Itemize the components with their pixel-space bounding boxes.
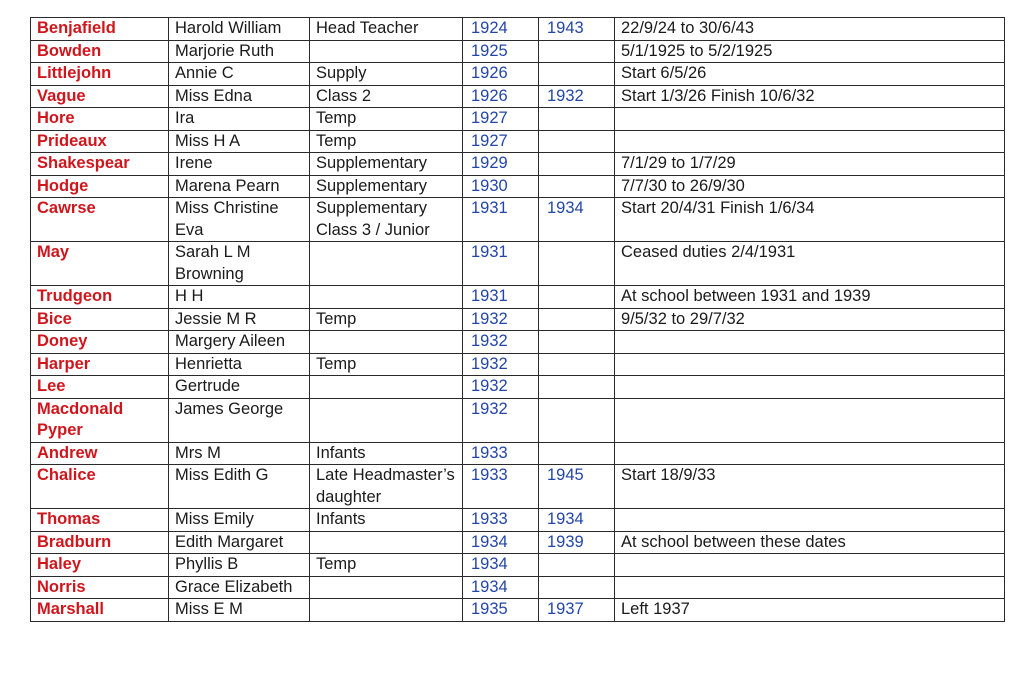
table-row bbox=[31, 554, 1005, 577]
start-year-cell: 1934 bbox=[463, 576, 539, 599]
forename-cell: James George bbox=[169, 398, 310, 442]
start-year-cell: 1925 bbox=[463, 40, 539, 63]
notes-cell: 9/5/32 to 29/7/32 bbox=[615, 308, 1005, 331]
surname-cell: Prideaux bbox=[31, 130, 169, 153]
role-cell: Class 2 bbox=[310, 85, 463, 108]
end-year-cell bbox=[539, 308, 615, 331]
role-cell bbox=[310, 376, 463, 399]
notes-cell bbox=[615, 554, 1005, 577]
end-year-cell: 1943 bbox=[539, 18, 615, 41]
start-year-cell: 1934 bbox=[463, 554, 539, 577]
table-row bbox=[31, 286, 1005, 309]
staff-records-document bbox=[30, 17, 1004, 622]
surname-cell: Chalice bbox=[31, 465, 169, 509]
start-year-cell: 1932 bbox=[463, 353, 539, 376]
surname-cell: Vague bbox=[31, 85, 169, 108]
table-row bbox=[31, 175, 1005, 198]
table-row bbox=[31, 153, 1005, 176]
end-year-cell bbox=[539, 63, 615, 86]
end-year-cell bbox=[539, 108, 615, 131]
end-year-cell bbox=[539, 576, 615, 599]
table-row bbox=[31, 130, 1005, 153]
notes-cell: Start 18/9/33 bbox=[615, 465, 1005, 509]
forename-cell: Gertrude bbox=[169, 376, 310, 399]
forename-cell: Miss E M bbox=[169, 599, 310, 622]
notes-cell: Ceased duties 2/4/1931 bbox=[615, 242, 1005, 286]
notes-cell: Start 1/3/26 Finish 10/6/32 bbox=[615, 85, 1005, 108]
role-cell bbox=[310, 40, 463, 63]
start-year-cell: 1930 bbox=[463, 175, 539, 198]
notes-cell bbox=[615, 576, 1005, 599]
end-year-cell bbox=[539, 398, 615, 442]
start-year-cell: 1931 bbox=[463, 286, 539, 309]
forename-cell: Phyllis B bbox=[169, 554, 310, 577]
notes-cell bbox=[615, 376, 1005, 399]
forename-cell: Jessie M R bbox=[169, 308, 310, 331]
forename-cell: Irene bbox=[169, 153, 310, 176]
table-row bbox=[31, 465, 1005, 509]
surname-cell: Benjafield bbox=[31, 18, 169, 41]
notes-cell: Start 20/4/31 Finish 1/6/34 bbox=[615, 198, 1005, 242]
role-cell: Temp bbox=[310, 554, 463, 577]
notes-cell bbox=[615, 398, 1005, 442]
role-cell: Supply bbox=[310, 63, 463, 86]
start-year-cell: 1926 bbox=[463, 63, 539, 86]
role-cell bbox=[310, 242, 463, 286]
table-row bbox=[31, 353, 1005, 376]
forename-cell: Miss Emily bbox=[169, 509, 310, 532]
end-year-cell: 1934 bbox=[539, 509, 615, 532]
role-cell: Head Teacher bbox=[310, 18, 463, 41]
end-year-cell: 1945 bbox=[539, 465, 615, 509]
forename-cell: Marena Pearn bbox=[169, 175, 310, 198]
start-year-cell: 1934 bbox=[463, 531, 539, 554]
forename-cell: Ira bbox=[169, 108, 310, 131]
notes-cell: At school between 1931 and 1939 bbox=[615, 286, 1005, 309]
start-year-cell: 1933 bbox=[463, 442, 539, 465]
end-year-cell bbox=[539, 242, 615, 286]
end-year-cell bbox=[539, 130, 615, 153]
start-year-cell: 1933 bbox=[463, 465, 539, 509]
surname-cell: Andrew bbox=[31, 442, 169, 465]
role-cell bbox=[310, 398, 463, 442]
forename-cell: Margery Aileen bbox=[169, 331, 310, 354]
role-cell: Infants bbox=[310, 509, 463, 532]
forename-cell: Grace Elizabeth bbox=[169, 576, 310, 599]
start-year-cell: 1929 bbox=[463, 153, 539, 176]
end-year-cell bbox=[539, 153, 615, 176]
table-row bbox=[31, 198, 1005, 242]
start-year-cell: 1932 bbox=[463, 331, 539, 354]
staff-table bbox=[30, 17, 1005, 622]
end-year-cell: 1932 bbox=[539, 85, 615, 108]
role-cell: Supplementary bbox=[310, 153, 463, 176]
role-cell: Temp bbox=[310, 108, 463, 131]
start-year-cell: 1927 bbox=[463, 130, 539, 153]
notes-cell bbox=[615, 353, 1005, 376]
start-year-cell: 1924 bbox=[463, 18, 539, 41]
start-year-cell: 1926 bbox=[463, 85, 539, 108]
end-year-cell bbox=[539, 554, 615, 577]
start-year-cell: 1932 bbox=[463, 398, 539, 442]
notes-cell: 7/1/29 to 1/7/29 bbox=[615, 153, 1005, 176]
start-year-cell: 1935 bbox=[463, 599, 539, 622]
table-row bbox=[31, 18, 1005, 41]
forename-cell: Edith Margaret bbox=[169, 531, 310, 554]
forename-cell: Miss Edith G bbox=[169, 465, 310, 509]
end-year-cell bbox=[539, 353, 615, 376]
forename-cell: H H bbox=[169, 286, 310, 309]
notes-cell: Left 1937 bbox=[615, 599, 1005, 622]
start-year-cell: 1932 bbox=[463, 376, 539, 399]
role-cell: Infants bbox=[310, 442, 463, 465]
surname-cell: Thomas bbox=[31, 509, 169, 532]
surname-cell: Trudgeon bbox=[31, 286, 169, 309]
role-cell: Temp bbox=[310, 353, 463, 376]
notes-cell: 7/7/30 to 26/9/30 bbox=[615, 175, 1005, 198]
surname-cell: Cawrse bbox=[31, 198, 169, 242]
notes-cell bbox=[615, 331, 1005, 354]
start-year-cell: 1931 bbox=[463, 242, 539, 286]
forename-cell: Mrs M bbox=[169, 442, 310, 465]
end-year-cell bbox=[539, 442, 615, 465]
notes-cell: At school between these dates bbox=[615, 531, 1005, 554]
surname-cell: Lee bbox=[31, 376, 169, 399]
end-year-cell bbox=[539, 40, 615, 63]
surname-cell: Shakespear bbox=[31, 153, 169, 176]
role-cell bbox=[310, 531, 463, 554]
surname-cell: Haley bbox=[31, 554, 169, 577]
forename-cell: Miss Edna bbox=[169, 85, 310, 108]
role-cell: Supplementary bbox=[310, 175, 463, 198]
forename-cell: Sarah L M Browning bbox=[169, 242, 310, 286]
table-row bbox=[31, 40, 1005, 63]
surname-cell: Macdonald Pyper bbox=[31, 398, 169, 442]
surname-cell: Marshall bbox=[31, 599, 169, 622]
surname-cell: Bradburn bbox=[31, 531, 169, 554]
end-year-cell bbox=[539, 376, 615, 399]
end-year-cell bbox=[539, 175, 615, 198]
end-year-cell: 1934 bbox=[539, 198, 615, 242]
end-year-cell: 1937 bbox=[539, 599, 615, 622]
forename-cell: Annie C bbox=[169, 63, 310, 86]
notes-cell bbox=[615, 509, 1005, 532]
start-year-cell: 1927 bbox=[463, 108, 539, 131]
forename-cell: Miss Christine Eva bbox=[169, 198, 310, 242]
table-row bbox=[31, 398, 1005, 442]
forename-cell: Miss H A bbox=[169, 130, 310, 153]
table-row bbox=[31, 442, 1005, 465]
surname-cell: Harper bbox=[31, 353, 169, 376]
forename-cell: Harold William bbox=[169, 18, 310, 41]
table-row bbox=[31, 108, 1005, 131]
surname-cell: May bbox=[31, 242, 169, 286]
end-year-cell bbox=[539, 286, 615, 309]
end-year-cell bbox=[539, 331, 615, 354]
table-row bbox=[31, 576, 1005, 599]
start-year-cell: 1933 bbox=[463, 509, 539, 532]
end-year-cell: 1939 bbox=[539, 531, 615, 554]
surname-cell: Littlejohn bbox=[31, 63, 169, 86]
forename-cell: Marjorie Ruth bbox=[169, 40, 310, 63]
notes-cell bbox=[615, 442, 1005, 465]
start-year-cell: 1931 bbox=[463, 198, 539, 242]
table-row bbox=[31, 531, 1005, 554]
role-cell: Temp bbox=[310, 308, 463, 331]
surname-cell: Bowden bbox=[31, 40, 169, 63]
table-row bbox=[31, 331, 1005, 354]
surname-cell: Doney bbox=[31, 331, 169, 354]
forename-cell: Henrietta bbox=[169, 353, 310, 376]
surname-cell: Bice bbox=[31, 308, 169, 331]
role-cell bbox=[310, 286, 463, 309]
table-row bbox=[31, 242, 1005, 286]
table-row bbox=[31, 308, 1005, 331]
start-year-cell: 1932 bbox=[463, 308, 539, 331]
table-row bbox=[31, 85, 1005, 108]
role-cell: Temp bbox=[310, 130, 463, 153]
notes-cell bbox=[615, 108, 1005, 131]
surname-cell: Norris bbox=[31, 576, 169, 599]
notes-cell: 22/9/24 to 30/6/43 bbox=[615, 18, 1005, 41]
role-cell bbox=[310, 576, 463, 599]
role-cell: Late Headmaster’s daughter bbox=[310, 465, 463, 509]
role-cell bbox=[310, 331, 463, 354]
notes-cell: Start 6/5/26 bbox=[615, 63, 1005, 86]
notes-cell bbox=[615, 130, 1005, 153]
table-row bbox=[31, 509, 1005, 532]
table-row bbox=[31, 376, 1005, 399]
role-cell bbox=[310, 599, 463, 622]
notes-cell: 5/1/1925 to 5/2/1925 bbox=[615, 40, 1005, 63]
role-cell: Supplementary Class 3 / Junior bbox=[310, 198, 463, 242]
surname-cell: Hodge bbox=[31, 175, 169, 198]
surname-cell: Hore bbox=[31, 108, 169, 131]
table-row bbox=[31, 599, 1005, 622]
table-row bbox=[31, 63, 1005, 86]
staff-table-body bbox=[31, 18, 1005, 622]
